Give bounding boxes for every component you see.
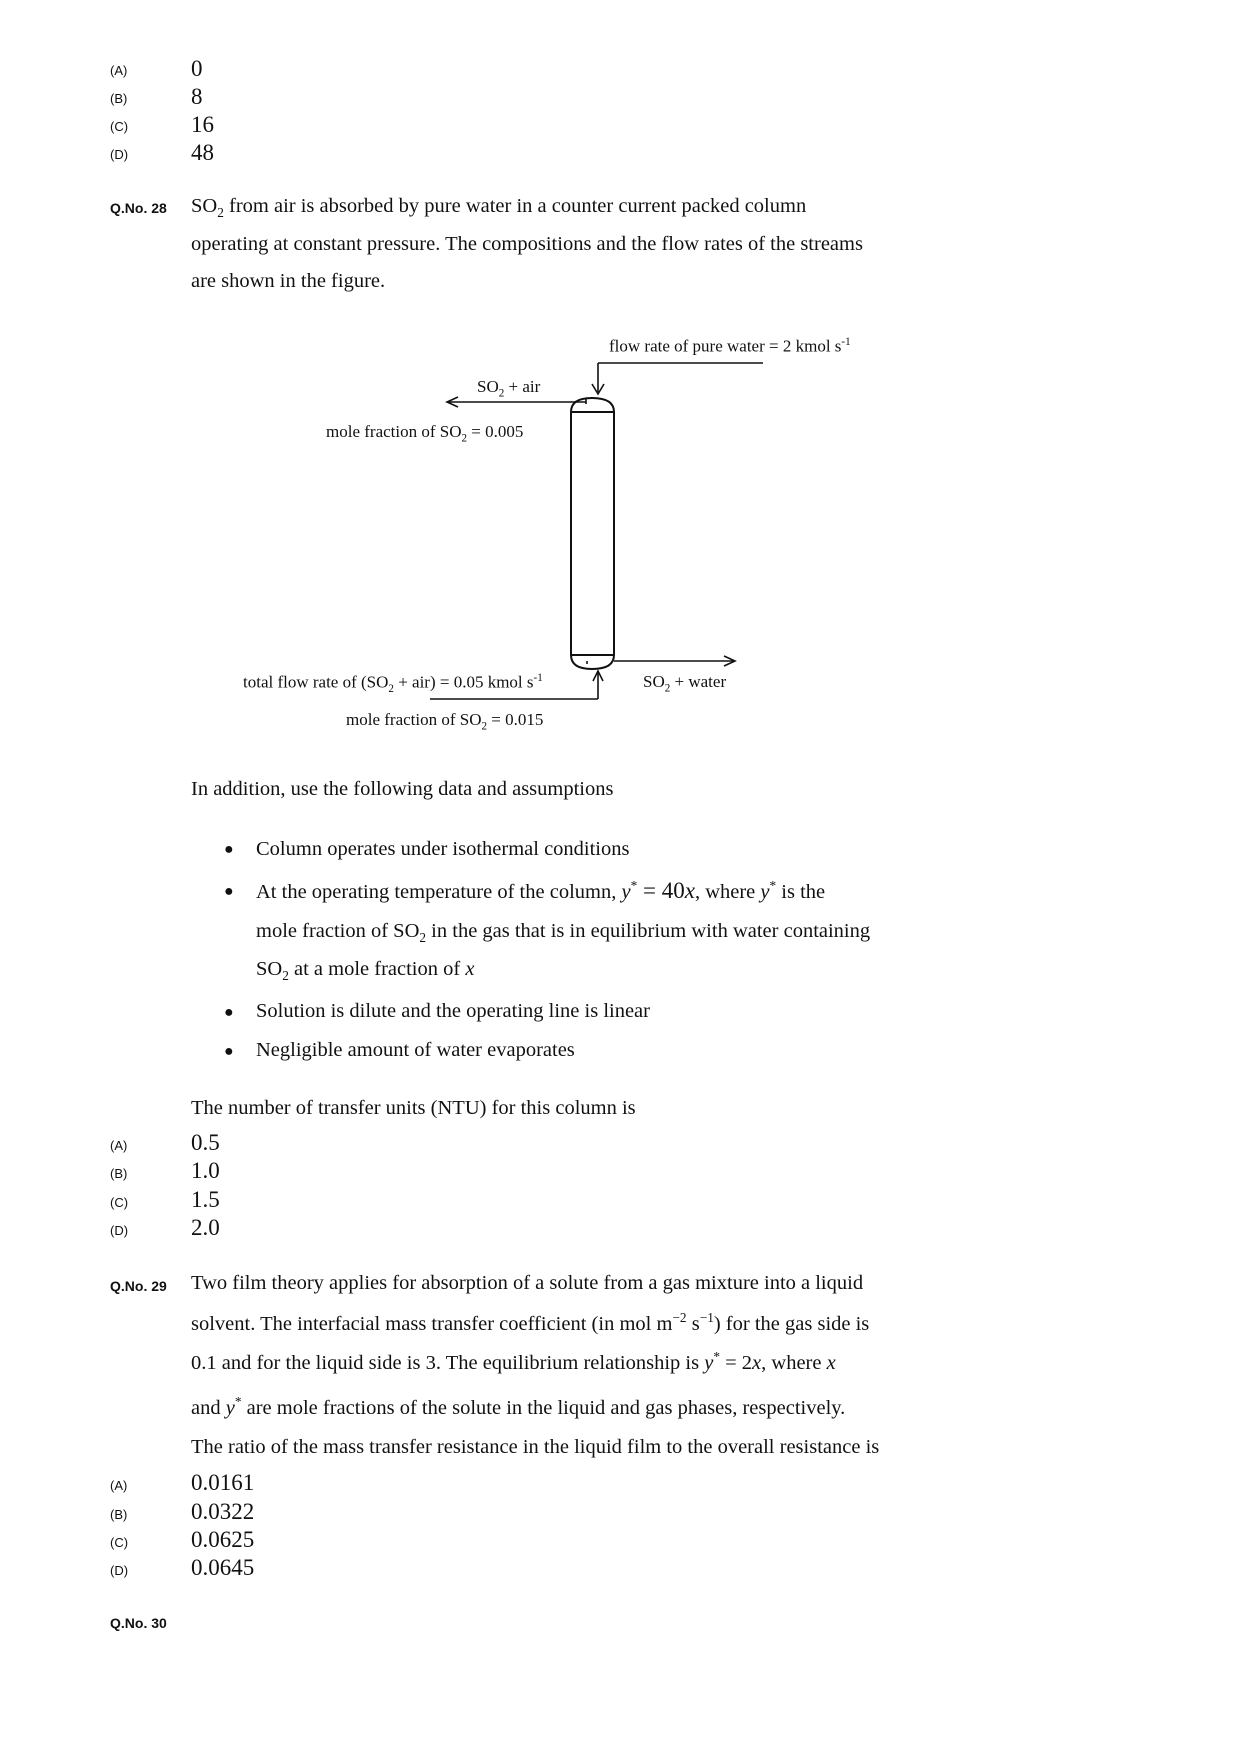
option-value: 0.0625 xyxy=(191,1527,255,1552)
text: are mole fractions of the solute in the liquid and gas phases, respectively. xyxy=(241,1396,846,1419)
water-inlet-arrow xyxy=(592,363,763,394)
option-label: (A) xyxy=(110,1478,128,1493)
q29-line2 xyxy=(191,1310,869,1336)
gas-outlet-label xyxy=(477,377,540,399)
q29-line4 xyxy=(191,1394,845,1420)
question-number: Q.No. 28 xyxy=(110,200,167,216)
q29-line1: Two film theory applies for absorption of a solute from a gas mixture into a liquid xyxy=(191,1272,864,1294)
assumption-4: Negligible amount of water evaporates xyxy=(256,1039,575,1061)
text: SO xyxy=(643,672,665,691)
text: , where xyxy=(694,881,761,903)
text: = 0.005 xyxy=(467,422,524,441)
text: mole fraction of SO xyxy=(326,422,462,441)
option-value: 48 xyxy=(191,140,214,165)
variable-y: y xyxy=(704,1351,714,1374)
bullet-icon: ● xyxy=(224,841,234,858)
gas-inlet-flow-label xyxy=(243,672,543,695)
text: = 0.015 xyxy=(487,710,544,729)
assumption-2-line2 xyxy=(256,920,870,946)
option-label: (C) xyxy=(110,1195,129,1210)
text: and xyxy=(191,1396,226,1419)
q29-line5: The ratio of the mass transfer resistance in the liquid film to the overall resistance is xyxy=(191,1436,880,1458)
superscript: * xyxy=(769,878,777,894)
text: = 40 xyxy=(637,878,685,903)
superscript: −2 xyxy=(672,1310,687,1325)
text: mole fraction of SO xyxy=(256,920,420,942)
assumption-1: Column operates under isothermal conditions xyxy=(256,838,630,860)
text: solvent. The interfacial mass transfer coefficient (in mol m xyxy=(191,1312,673,1335)
text: SO xyxy=(477,377,499,396)
text: flow rate of pure water = 2 kmol s xyxy=(609,336,842,356)
text: s xyxy=(686,1312,700,1335)
subscript: 2 xyxy=(419,930,427,946)
q28-stem-line2: operating at constant pressure. The compositions and the flow rates of the streams xyxy=(191,233,863,255)
option-value: 0 xyxy=(191,56,203,81)
variable-y: y xyxy=(225,1396,235,1419)
bullet-icon: ● xyxy=(224,1043,234,1060)
variable-x: x xyxy=(826,1351,836,1374)
superscript: -1 xyxy=(841,336,851,348)
option-label: (A) xyxy=(110,63,128,78)
variable-y: y xyxy=(760,881,770,903)
text: + air) = 0.05 kmol s xyxy=(393,672,534,692)
text: at a mole fraction of xyxy=(288,958,466,980)
assumption-2-line3 xyxy=(256,958,474,984)
bullet-icon: ● xyxy=(224,883,234,900)
subscript: 2 xyxy=(481,720,488,733)
subscript: 2 xyxy=(388,683,394,696)
text: SO xyxy=(256,958,283,980)
question-number: Q.No. 29 xyxy=(110,1278,167,1294)
superscript: * xyxy=(713,1349,720,1364)
option-value: 1.5 xyxy=(191,1187,220,1212)
subscript: 2 xyxy=(461,432,468,445)
subscript: 2 xyxy=(498,387,505,400)
column-shape xyxy=(571,398,614,669)
text: from air is absorbed by pure water in a counter current packed column xyxy=(223,195,807,217)
data-intro: In addition, use the following data and assumptions xyxy=(191,778,614,800)
superscript: -1 xyxy=(533,672,543,684)
variable-x: x xyxy=(684,878,695,903)
option-value: 8 xyxy=(191,84,203,109)
option-value: 0.5 xyxy=(191,1130,220,1155)
subscript: 2 xyxy=(664,682,671,695)
superscript: −1 xyxy=(699,1310,714,1325)
packed-column-figure xyxy=(0,0,1240,760)
text: = 2 xyxy=(719,1351,753,1374)
subscript: 2 xyxy=(217,205,224,221)
text: At the operating temperature of the column, xyxy=(256,881,622,903)
variable-x: x xyxy=(752,1351,762,1374)
option-label: (B) xyxy=(110,1507,128,1522)
option-label: (B) xyxy=(110,91,128,106)
superscript: * xyxy=(630,878,638,894)
option-label: (C) xyxy=(110,1535,129,1550)
q28-stem-line3: are shown in the figure. xyxy=(191,270,386,292)
text: , where xyxy=(761,1351,827,1374)
text: + water xyxy=(670,672,727,691)
bullet-icon: ● xyxy=(224,1004,234,1021)
text: 0.1 and for the liquid side is 3. The equilibrium relationship is xyxy=(191,1351,705,1374)
option-value: 0.0645 xyxy=(191,1555,255,1580)
liquid-outlet-label xyxy=(643,672,726,694)
water-flow-label xyxy=(609,336,851,357)
q29-line3 xyxy=(191,1349,836,1375)
option-value: 1.0 xyxy=(191,1158,220,1183)
q28-question: The number of transfer units (NTU) for this column is xyxy=(191,1097,636,1119)
assumption-3: Solution is dilute and the operating line is linear xyxy=(256,1000,650,1022)
gas-inlet-fraction xyxy=(346,710,543,732)
option-label: (D) xyxy=(110,147,129,162)
option-value: 2.0 xyxy=(191,1215,220,1240)
text: is the xyxy=(776,881,826,903)
text: mole fraction of SO xyxy=(346,710,482,729)
superscript: * xyxy=(234,1394,242,1409)
text: SO xyxy=(191,195,218,217)
option-label: (A) xyxy=(110,1138,128,1153)
question-number: Q.No. 30 xyxy=(110,1615,167,1631)
option-label: (B) xyxy=(110,1166,128,1181)
text: ) for the gas side is xyxy=(713,1312,870,1335)
text: total flow rate of (SO xyxy=(243,672,389,692)
subscript: 2 xyxy=(282,968,289,984)
option-label: (C) xyxy=(110,119,129,134)
text: in the gas that is in equilibrium with water containing xyxy=(426,920,871,942)
text: + air xyxy=(504,377,541,396)
option-label: (D) xyxy=(110,1223,129,1238)
variable-y: y xyxy=(621,881,631,903)
option-value: 16 xyxy=(191,112,214,137)
option-value: 0.0161 xyxy=(191,1470,255,1495)
option-value: 0.0322 xyxy=(191,1499,255,1524)
variable-x: x xyxy=(465,958,475,980)
gas-outlet-fraction xyxy=(326,422,523,444)
option-label: (D) xyxy=(110,1563,129,1578)
assumption-2-line1 xyxy=(256,878,825,904)
